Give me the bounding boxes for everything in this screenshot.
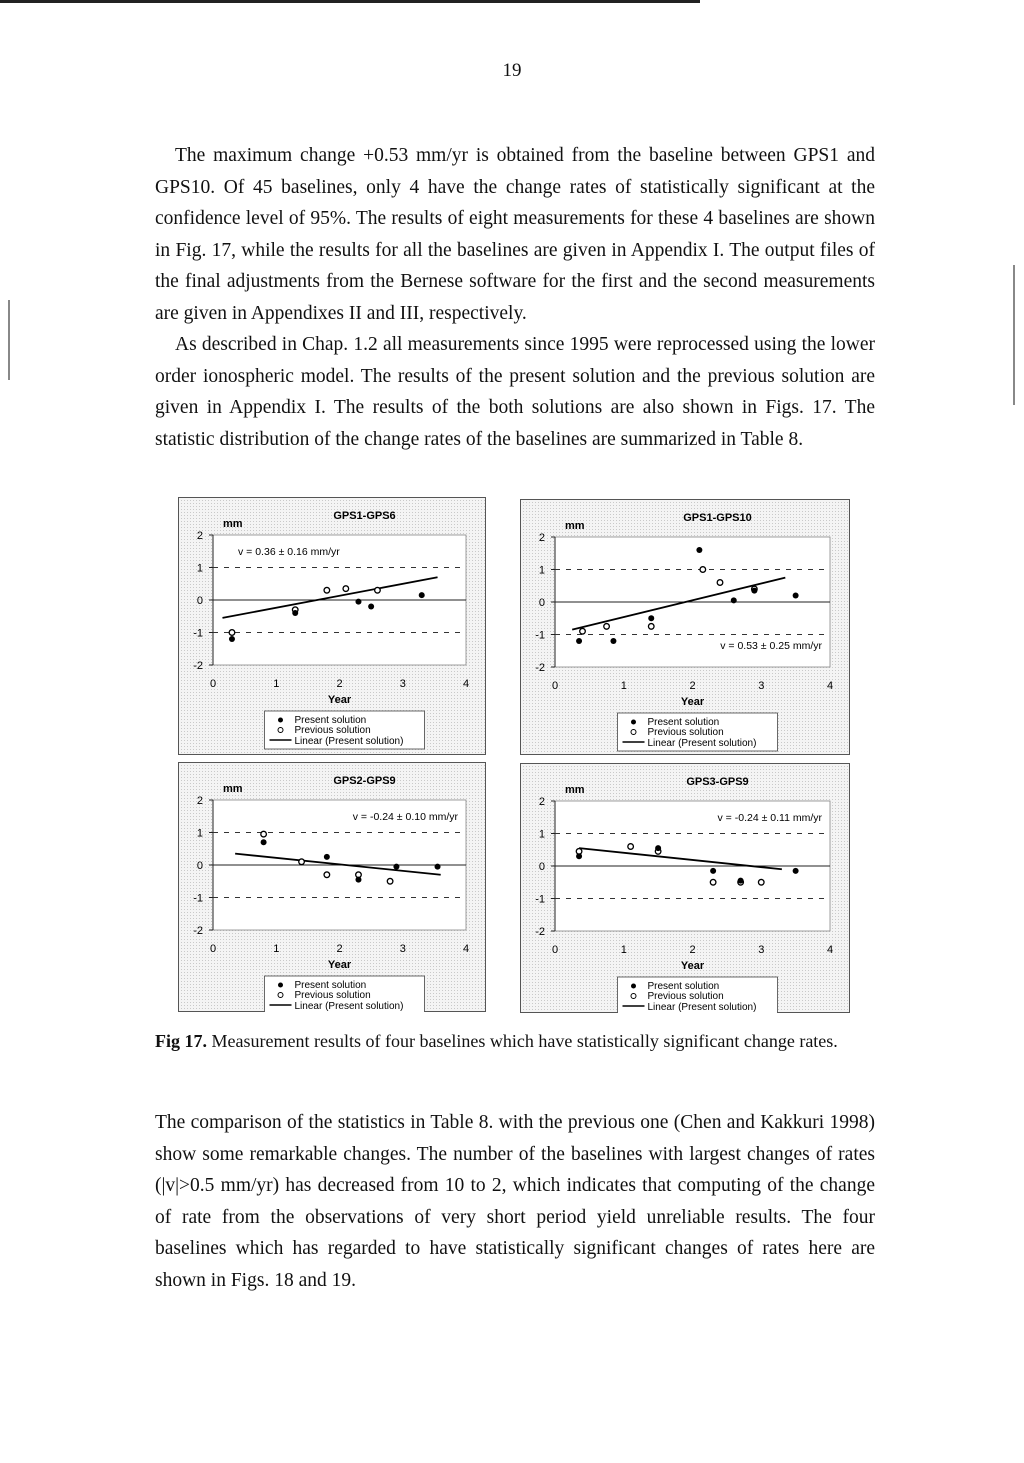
present-solution-point — [738, 878, 744, 884]
caption-text: Measurement results of four baselines which have statistically significant change rates. — [207, 1031, 838, 1051]
margin-mark-right — [1013, 265, 1015, 405]
legend-previous-marker — [278, 993, 283, 998]
y-tick-label: 1 — [538, 564, 545, 577]
rate-annotation: v = -0.24 ± 0.11 mm/yr — [717, 812, 822, 824]
present-solution-point — [710, 868, 716, 874]
y-tick-label: 1 — [538, 828, 545, 841]
chart-title: GPS2-GPS9 — [333, 775, 396, 787]
present-solution-point — [419, 592, 425, 598]
caption-label: Fig 17. — [155, 1031, 207, 1051]
x-tick-label: 1 — [620, 680, 627, 692]
chart-gps1-gps6-svg — [178, 497, 486, 755]
x-tick-label: 2 — [336, 678, 343, 690]
y-tick-label: 0 — [538, 597, 545, 609]
y-tick-label: 2 — [538, 532, 545, 544]
chart-title: GPS1-GPS6 — [333, 510, 396, 522]
present-solution-point — [261, 839, 267, 845]
top-rule — [0, 0, 700, 3]
legend-previous-marker — [631, 730, 636, 735]
x-tick-label: 3 — [399, 943, 406, 955]
present-solution-point — [731, 597, 737, 603]
y-tick-label: 2 — [196, 795, 203, 807]
x-axis-title: Year — [680, 696, 705, 708]
rate-annotation: v = 0.53 ± 0.25 mm/yr — [720, 640, 822, 652]
x-tick-label: 0 — [209, 678, 217, 690]
y-axis-title: mm — [223, 783, 243, 795]
present-solution-point — [229, 636, 235, 642]
legend-present-label: Present solution — [294, 715, 367, 726]
chart-title: GPS3-GPS9 — [686, 776, 749, 788]
y-axis-title: mm — [565, 784, 585, 796]
previous-solution-point — [758, 879, 764, 885]
y-tick-label: 0 — [196, 860, 203, 872]
present-solution-point — [793, 593, 799, 599]
rate-annotation: v = 0.36 ± 0.16 mm/yr — [238, 546, 340, 558]
x-tick-label: 0 — [209, 943, 217, 955]
x-tick-label: 4 — [826, 680, 834, 692]
legend-present-label: Present solution — [647, 717, 720, 728]
previous-solution-point — [343, 586, 349, 592]
x-tick-label: 1 — [273, 943, 280, 955]
y-tick-label: -2 — [535, 926, 545, 938]
body-text-bottom — [155, 1107, 875, 1296]
chart-gps3-gps9 — [520, 763, 850, 1013]
chart-gps3-gps9-svg — [520, 763, 850, 1013]
y-tick-label: -1 — [193, 627, 203, 640]
y-tick-label: -2 — [535, 662, 545, 674]
legend-previous-marker — [631, 994, 636, 999]
previous-solution-point — [324, 587, 330, 593]
present-solution-point — [576, 638, 582, 644]
present-solution-point — [610, 638, 616, 644]
top-rule-fragment — [690, 0, 700, 2]
previous-solution-point — [580, 628, 586, 634]
previous-solution-point — [261, 831, 267, 837]
page-number: 19 — [502, 60, 522, 81]
chart-gps2-gps9 — [178, 762, 486, 1012]
legend-previous-label: Previous solution — [294, 725, 371, 736]
legend-linear-label: Linear (Present solution) — [647, 1002, 757, 1013]
previous-solution-point — [628, 844, 634, 850]
chart-gps1-gps10 — [520, 499, 850, 755]
y-tick-label: 2 — [538, 796, 545, 808]
y-tick-label: 0 — [538, 861, 545, 873]
previous-solution-point — [710, 879, 716, 885]
body-text-top — [155, 140, 875, 455]
x-tick-label: 3 — [399, 678, 406, 690]
present-solution-point — [793, 868, 799, 874]
previous-solution-point — [700, 567, 706, 573]
present-solution-point — [324, 854, 330, 860]
x-tick-label: 3 — [758, 680, 765, 692]
legend-present-marker — [278, 983, 283, 988]
y-axis-title: mm — [223, 518, 243, 530]
present-solution-point — [368, 604, 374, 610]
present-solution-point — [751, 588, 757, 594]
x-tick-label: 1 — [620, 944, 627, 956]
x-tick-label: 0 — [551, 944, 559, 956]
x-tick-label: 2 — [689, 944, 696, 956]
legend-present-label: Present solution — [647, 981, 720, 992]
x-tick-label: 4 — [826, 944, 834, 956]
present-solution-point — [393, 864, 399, 870]
x-tick-label: 4 — [462, 678, 470, 690]
y-tick-label: 2 — [196, 530, 203, 542]
x-tick-label: 1 — [273, 678, 280, 690]
y-tick-label: -1 — [535, 893, 545, 906]
present-solution-point — [655, 845, 661, 851]
x-tick-label: 2 — [336, 943, 343, 955]
present-solution-point — [576, 853, 582, 859]
legend-present-label: Present solution — [294, 980, 367, 991]
present-solution-point — [435, 864, 441, 870]
x-tick-label: 4 — [462, 943, 470, 955]
x-axis-title: Year — [327, 959, 352, 971]
chart-gps1-gps10-svg — [520, 499, 850, 755]
previous-solution-point — [229, 630, 235, 636]
chart-gps1-gps6 — [178, 497, 486, 755]
present-solution-point — [696, 547, 702, 553]
y-tick-label: 1 — [196, 562, 203, 575]
chart-gps2-gps9-svg — [178, 762, 486, 1012]
y-tick-label: 0 — [196, 595, 203, 607]
previous-solution-point — [375, 587, 381, 593]
legend-previous-marker — [278, 728, 283, 733]
legend-previous-label: Previous solution — [647, 991, 724, 1002]
legend-present-marker — [631, 720, 636, 725]
present-solution-point — [355, 599, 361, 605]
x-tick-label: 2 — [689, 680, 696, 692]
present-solution-point — [292, 610, 298, 616]
legend-linear-label: Linear (Present solution) — [294, 1001, 404, 1012]
legend-present-marker — [278, 718, 283, 723]
y-tick-label: -2 — [193, 925, 203, 937]
legend-previous-label: Previous solution — [647, 727, 724, 738]
previous-solution-point — [717, 580, 723, 586]
x-tick-label: 0 — [551, 680, 559, 692]
previous-solution-point — [648, 624, 654, 630]
present-solution-point — [648, 615, 654, 621]
chart-title: GPS1-GPS10 — [683, 512, 752, 524]
present-solution-point — [355, 877, 361, 883]
previous-solution-point — [299, 859, 305, 865]
y-tick-label: 1 — [196, 827, 203, 840]
figure-caption — [155, 1028, 845, 1055]
paragraph-3: The comparison of the statistics in Table 8. with the previous one (Chen and Kakkuri 1998) show some remarkable changes. The number of the baselines with largest changes of rates (|v|>0.5 mm/yr) has decreased from 10 to 2, which indicates that computing of the change of rate from the observations of very short period yield unreliable results. The four baselines which has regarded to have statistically significant changes of rates here are shown in Figs. 18 and 19. — [155, 1112, 875, 1291]
x-axis-title: Year — [327, 694, 352, 706]
previous-solution-point — [387, 878, 393, 884]
paragraph-1: The maximum change +0.53 mm/yr is obtained from the baseline between GPS1 and GPS10. Of 45 baselines, only 4 have the change rates of statistically significant at the confidence level of 95%. The results of eight measurements for these 4 baselines are shown in Fig. 17, while the results for all the baselines are given in Appendix I. The output files of the final adjustments from the Bernese software for the first and the second measurements are given in Appendixes II and III, respectively. — [155, 145, 875, 324]
legend-present-marker — [631, 984, 636, 989]
previous-solution-point — [604, 624, 610, 630]
x-axis-title: Year — [680, 960, 705, 972]
legend-linear-label: Linear (Present solution) — [294, 736, 404, 747]
x-tick-label: 3 — [758, 944, 765, 956]
legend-linear-label: Linear (Present solution) — [647, 738, 757, 749]
y-tick-label: -1 — [193, 892, 203, 905]
legend-previous-label: Previous solution — [294, 990, 371, 1001]
paragraph-2: As described in Chap. 1.2 all measurements since 1995 were reprocessed using the lower order ionospheric model. The results of the present solution and the previous solution are given in Appendix I. The results of the both solutions are also shown in Figs. 17. The statistic distribution of the change rates of the baselines are summarized in Table 8. — [155, 334, 875, 450]
y-tick-label: -1 — [535, 629, 545, 642]
y-axis-title: mm — [565, 520, 585, 532]
rate-annotation: v = -0.24 ± 0.10 mm/yr — [352, 811, 458, 823]
margin-mark-left — [8, 300, 10, 380]
y-tick-label: -2 — [193, 660, 203, 672]
previous-solution-point — [324, 872, 330, 878]
